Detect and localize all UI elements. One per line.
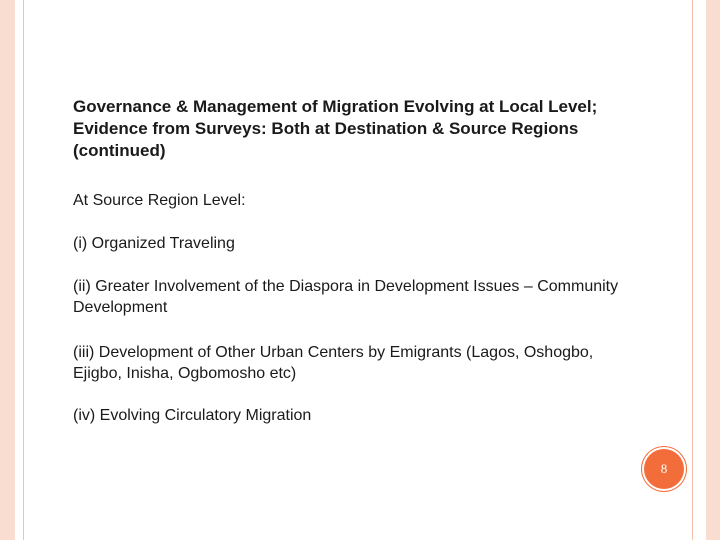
right-decorative-line bbox=[692, 0, 693, 540]
list-item: (iii) Development of Other Urban Centers by Emigrants (Lagos, Oshogbo, Ejigbo, Inisha, Ogbomosho etc) bbox=[73, 344, 594, 382]
subheading: At Source Region Level: bbox=[73, 192, 246, 209]
list-item: (iv) Evolving Circulatory Migration bbox=[73, 407, 312, 424]
list-item: (ii) Greater Involvement of the Diaspora in Development Issues – Community Development bbox=[73, 278, 619, 316]
page-number: 8 bbox=[660, 461, 668, 476]
page-number-badge bbox=[644, 449, 684, 489]
right-decorative-border bbox=[706, 0, 720, 540]
list-item: (i) Organized Traveling bbox=[73, 235, 235, 252]
left-decorative-line bbox=[23, 0, 24, 540]
left-decorative-border bbox=[0, 0, 15, 540]
slide-title: Governance & Management of Migration Evolving at Local Level; Evidence from Surveys: Both at Destination & Source Regions (continued) bbox=[73, 97, 598, 160]
